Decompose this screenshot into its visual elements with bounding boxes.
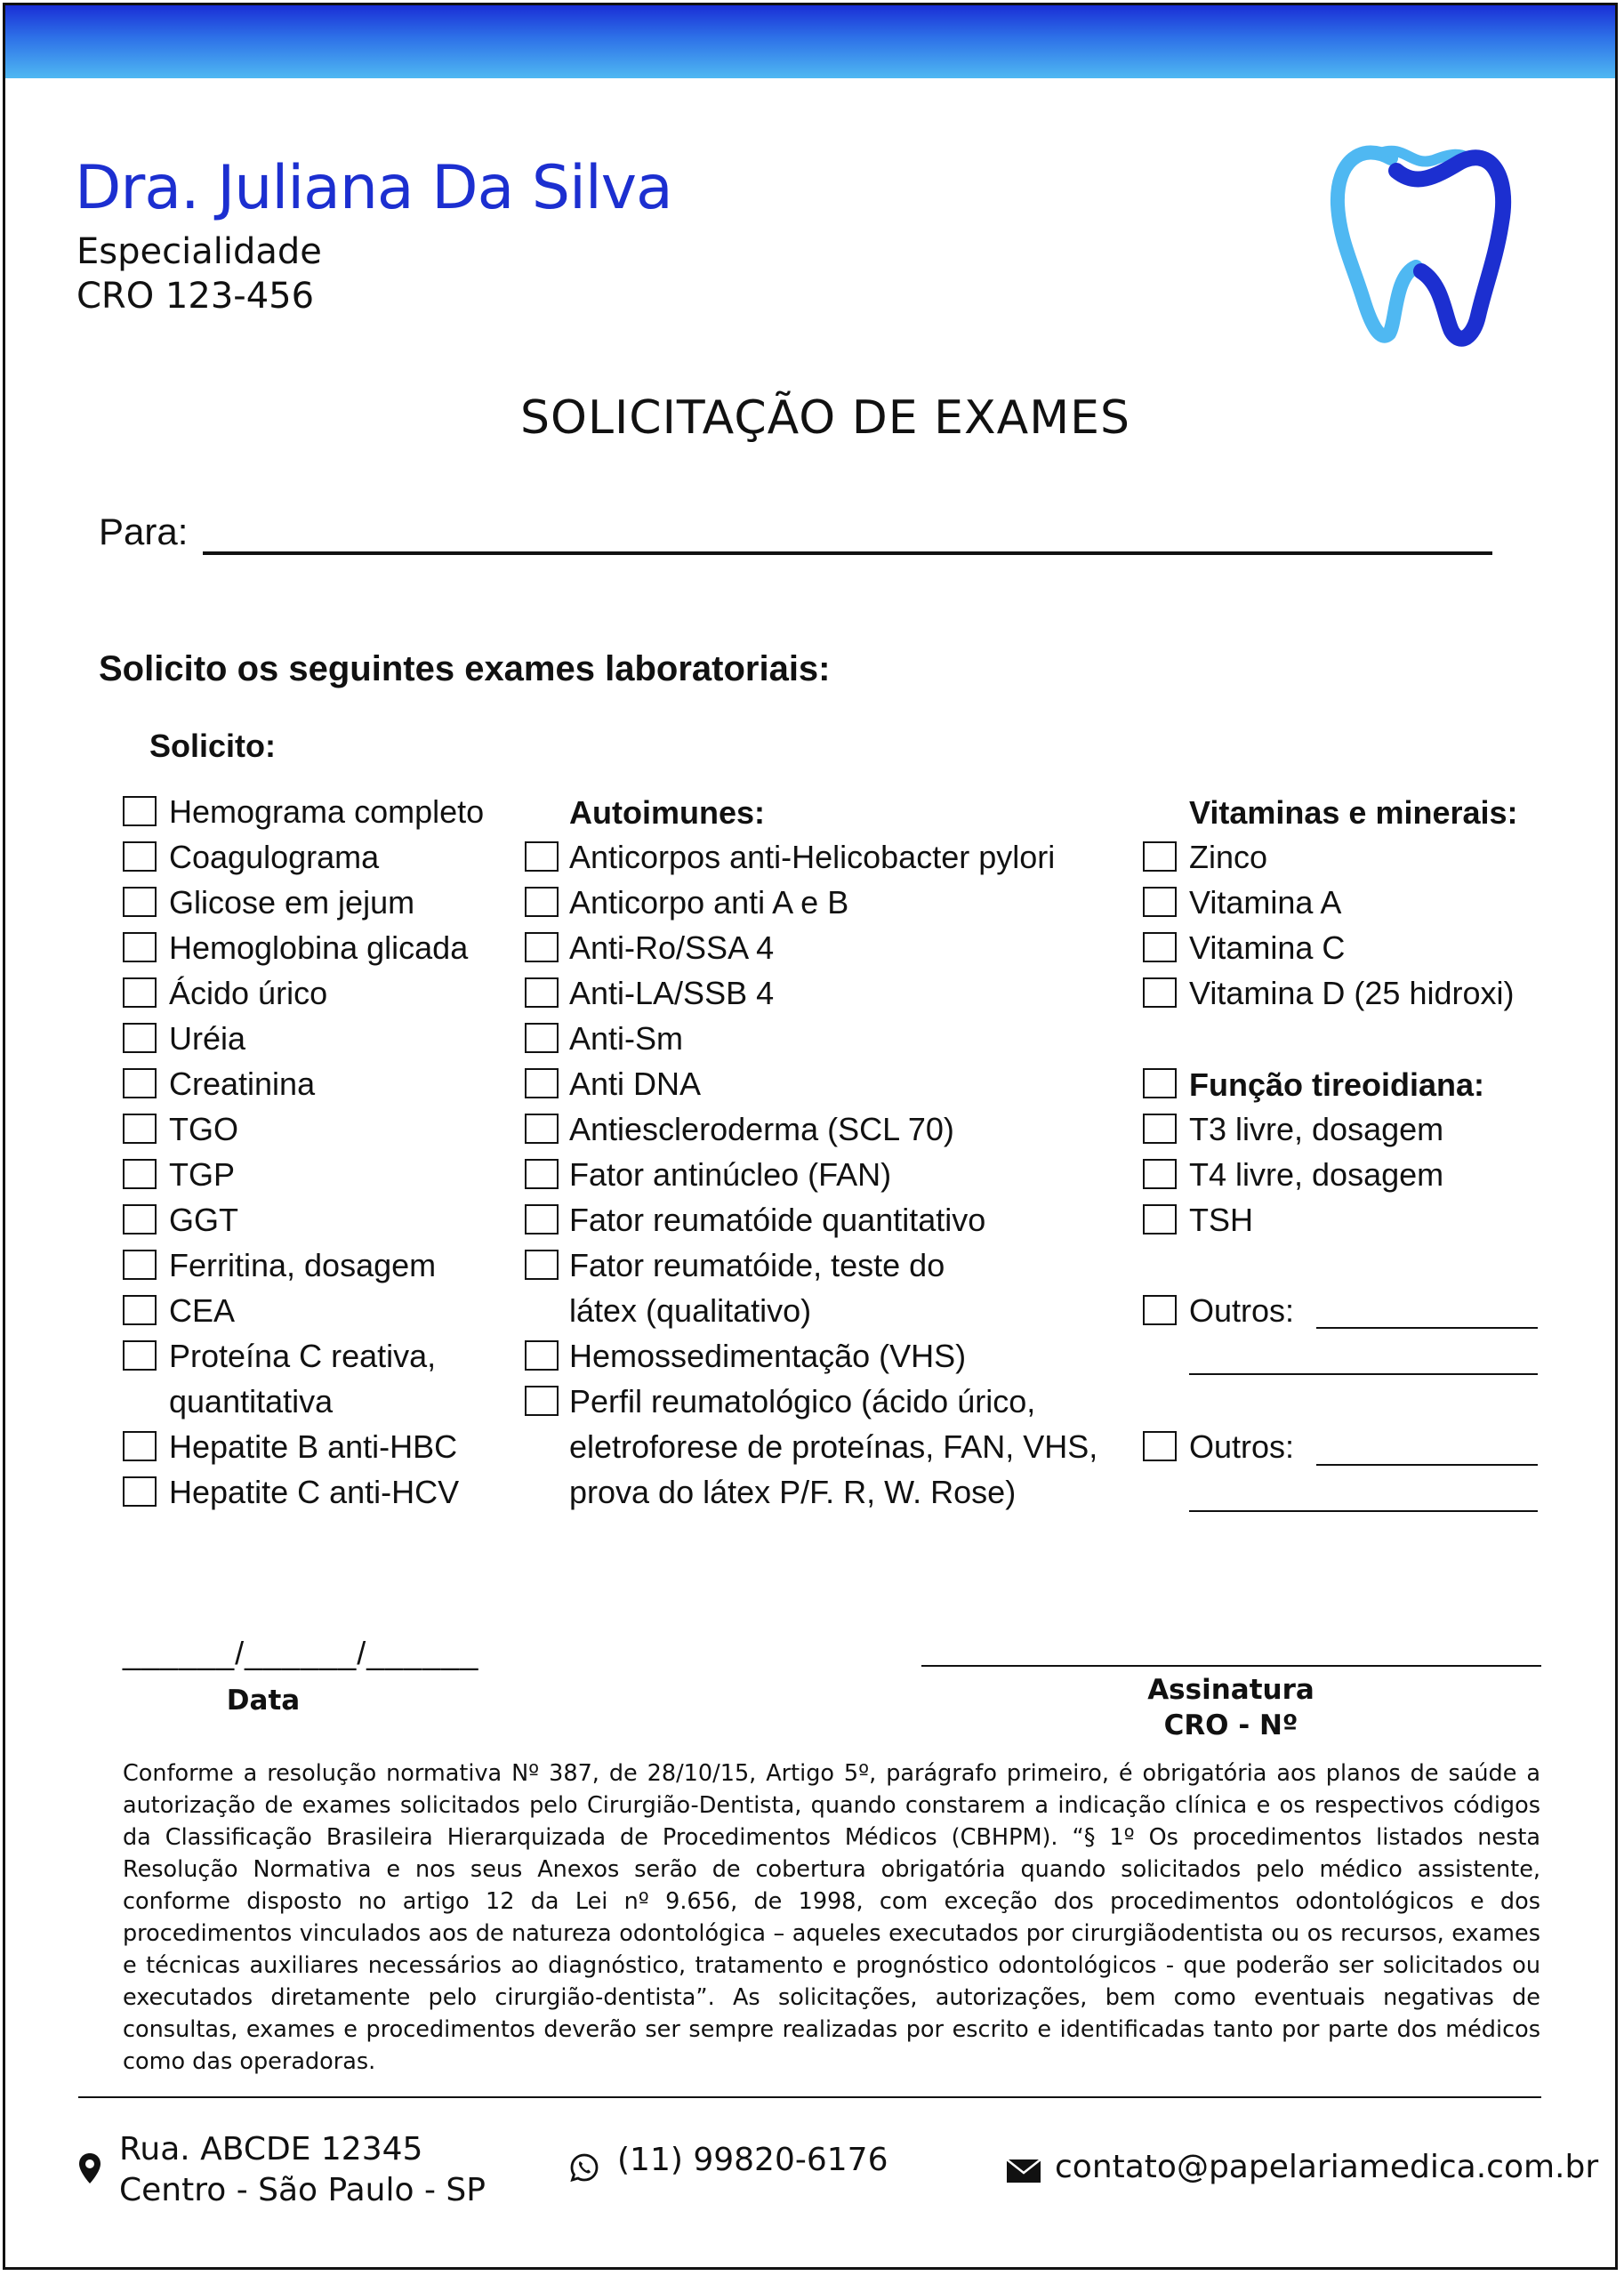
exam-label: Hemossedimentação (VHS)	[569, 1338, 967, 1374]
doctor-name: Dra. Juliana Da Silva	[75, 153, 672, 223]
whatsapp-icon	[569, 2152, 599, 2183]
autoimunes-heading: Autoimunes:	[569, 794, 765, 831]
exam-label: Antiescleroderma (SCL 70)	[569, 1111, 954, 1147]
checkbox[interactable]	[525, 1250, 559, 1280]
checkbox[interactable]	[123, 1023, 157, 1053]
checkbox[interactable]	[525, 1023, 559, 1053]
specialty: Especialidade	[76, 231, 322, 272]
exam-label: Vitamina D (25 hidroxi)	[1189, 975, 1515, 1011]
exam-label: Anti-LA/SSB 4	[569, 975, 775, 1011]
checkbox[interactable]	[525, 1340, 559, 1371]
checkbox[interactable]	[123, 1476, 157, 1507]
checkbox[interactable]	[123, 977, 157, 1008]
exam-label: Glicose em jejum	[169, 884, 415, 921]
signature-line[interactable]	[921, 1665, 1541, 1667]
checkbox[interactable]	[1143, 932, 1177, 962]
exam-label: Vitamina A	[1189, 884, 1342, 921]
checkbox[interactable]	[123, 1295, 157, 1325]
others-label: Outros:	[1189, 1292, 1295, 1329]
exam-label: Ácido úrico	[169, 975, 328, 1011]
checkbox[interactable]	[123, 1431, 157, 1461]
others-input-line[interactable]	[1316, 1464, 1538, 1466]
exam-label: Anti DNA	[569, 1066, 702, 1102]
checkbox[interactable]	[525, 1068, 559, 1098]
checkbox[interactable]	[1143, 1295, 1177, 1325]
exam-label: Perfil reumatológico (ácido úrico,	[569, 1383, 1036, 1419]
legal-notice: Conforme a resolução normativa Nº 387, de 28/10/15, Artigo 5º, parágrafo primeiro, é obrigatória aos planos de saúde a autorização de exames solicitados pelo Cirurgião-Dentista, quando constarem a indicação clínica e os respectivos códigos da Classificação Brasileira Hierarquizada de Procedimentos Médicos (CBHPM). “§ 1º Os procedimentos listados nesta Resolução Normativa e nos seus Anexos serão de cobertura obrigatória quando solicitados pelo médico assistente, conforme disposto no artigo 12 da Lei nº 9.656, de 1998, com exceção dos procedimentos odontológicos e dos procedimentos vinculados aos de natureza odontológica – aqueles executados por cirurgiãodentista ou os recursos, exames e técnicas auxiliares necessários ao diagnóstico, tratamento e prognóstico odontológicos - que poderão ser solicitados ou executados diretamente pelo cirurgião-dentista”. As solicitações, autorizações, bem como eventuais negativas de consultas, exames e procedimentos deverão ser sempre realizadas por escrito e identificadas tanto por parte dos médicos como das operadoras.	[123, 1760, 1540, 2075]
checkbox[interactable]	[525, 1204, 559, 1235]
exam-label: TGO	[169, 1111, 238, 1147]
checkbox[interactable]	[525, 1159, 559, 1189]
address-line-1: Rua. ABCDE 12345	[119, 2131, 423, 2167]
others-input-line[interactable]	[1189, 1373, 1538, 1375]
exam-label: Ferritina, dosagem	[169, 1247, 437, 1283]
phone-number[interactable]: (11) 99820-6176	[617, 2142, 888, 2178]
email-address[interactable]: contato@papelariamedica.com.br	[1055, 2149, 1599, 2185]
checkbox[interactable]	[525, 977, 559, 1008]
exam-label: Hepatite B anti-HBC	[169, 1428, 458, 1465]
vitaminas-heading: Vitaminas e minerais:	[1189, 794, 1518, 831]
exam-label: Fator reumatóide, teste do	[569, 1247, 945, 1283]
checkbox[interactable]	[123, 841, 157, 872]
exam-label: Anti-Sm	[569, 1020, 684, 1057]
para-label: Para:	[99, 511, 189, 552]
checkbox[interactable]	[1143, 1068, 1177, 1098]
checkbox[interactable]	[1143, 841, 1177, 872]
exam-label: Zinco	[1189, 839, 1268, 875]
intro-heading: Solicito os seguintes exames laboratoriais:	[99, 649, 831, 688]
tireoidiana-heading: Função tireoidiana:	[1189, 1066, 1485, 1103]
exam-label: T4 livre, dosagem	[1189, 1156, 1444, 1193]
address-line-2: Centro - São Paulo - SP	[119, 2172, 486, 2208]
exam-label: Anti-Ro/SSA 4	[569, 929, 775, 966]
checkbox[interactable]	[1143, 977, 1177, 1008]
checkbox[interactable]	[123, 1159, 157, 1189]
exam-label: TSH	[1189, 1202, 1253, 1238]
checkbox[interactable]	[123, 796, 157, 826]
exam-label: CEA	[169, 1292, 236, 1329]
cro-label: CRO - Nº	[1163, 1709, 1298, 1741]
exam-label: Hemograma completo	[169, 793, 485, 830]
checkbox[interactable]	[123, 1068, 157, 1098]
exam-label: Fator reumatóide quantitativo	[569, 1202, 986, 1238]
checkbox[interactable]	[525, 932, 559, 962]
checkbox[interactable]	[123, 1204, 157, 1235]
top-gradient-bar	[5, 5, 1615, 78]
exam-label: T3 livre, dosagem	[1189, 1111, 1444, 1147]
exam-label-continued: quantitativa	[169, 1383, 334, 1419]
checkbox[interactable]	[123, 1250, 157, 1280]
exam-label: Coagulograma	[169, 839, 380, 875]
exam-label: Anticorpo anti A e B	[569, 884, 849, 921]
date-label: Data	[226, 1685, 301, 1717]
tooth-icon	[1327, 133, 1514, 347]
para-input-line[interactable]	[203, 551, 1492, 555]
checkbox[interactable]	[123, 1114, 157, 1144]
checkbox[interactable]	[1143, 887, 1177, 917]
checkbox[interactable]	[525, 1114, 559, 1144]
signature-label: Assinatura	[1147, 1674, 1314, 1706]
exam-label: Vitamina C	[1189, 929, 1346, 966]
others-input-line[interactable]	[1189, 1510, 1538, 1512]
footer-divider	[78, 2096, 1541, 2098]
checkbox[interactable]	[123, 887, 157, 917]
checkbox[interactable]	[1143, 1114, 1177, 1144]
checkbox[interactable]	[525, 887, 559, 917]
checkbox[interactable]	[525, 841, 559, 872]
checkbox[interactable]	[1143, 1204, 1177, 1235]
solicito-label: Solicito:	[149, 728, 276, 764]
date-input[interactable]: ______/______/______	[123, 1635, 479, 1671]
exam-label: Fator antinúcleo (FAN)	[569, 1156, 892, 1193]
page-title: SOLICITAÇÃO DE EXAMES	[520, 391, 1130, 445]
exam-label-continued: eletroforese de proteínas, FAN, VHS,	[569, 1428, 1098, 1465]
checkbox[interactable]	[1143, 1159, 1177, 1189]
checkbox[interactable]	[123, 1340, 157, 1371]
others-label: Outros:	[1189, 1428, 1295, 1465]
location-pin-icon	[78, 2152, 101, 2184]
exam-label: Hemoglobina glicada	[169, 929, 469, 966]
exam-label: Proteína C reativa,	[169, 1338, 437, 1374]
cro-number: CRO 123-456	[76, 276, 315, 317]
exam-label: Uréia	[169, 1020, 246, 1057]
exam-label: Anticorpos anti-Helicobacter pylori	[569, 839, 1056, 875]
exam-label-continued: prova do látex P/F. R, W. Rose)	[569, 1474, 1017, 1510]
others-input-line[interactable]	[1316, 1327, 1538, 1329]
envelope-icon	[1006, 2159, 1041, 2184]
exam-label: Hepatite C anti-HCV	[169, 1474, 460, 1510]
exam-label: Creatinina	[169, 1066, 316, 1102]
checkbox[interactable]	[123, 932, 157, 962]
checkbox[interactable]	[525, 1386, 559, 1416]
exam-label: TGP	[169, 1156, 236, 1193]
exam-label-continued: látex (qualitativo)	[569, 1292, 812, 1329]
checkbox[interactable]	[1143, 1431, 1177, 1461]
exam-label: GGT	[169, 1202, 238, 1238]
